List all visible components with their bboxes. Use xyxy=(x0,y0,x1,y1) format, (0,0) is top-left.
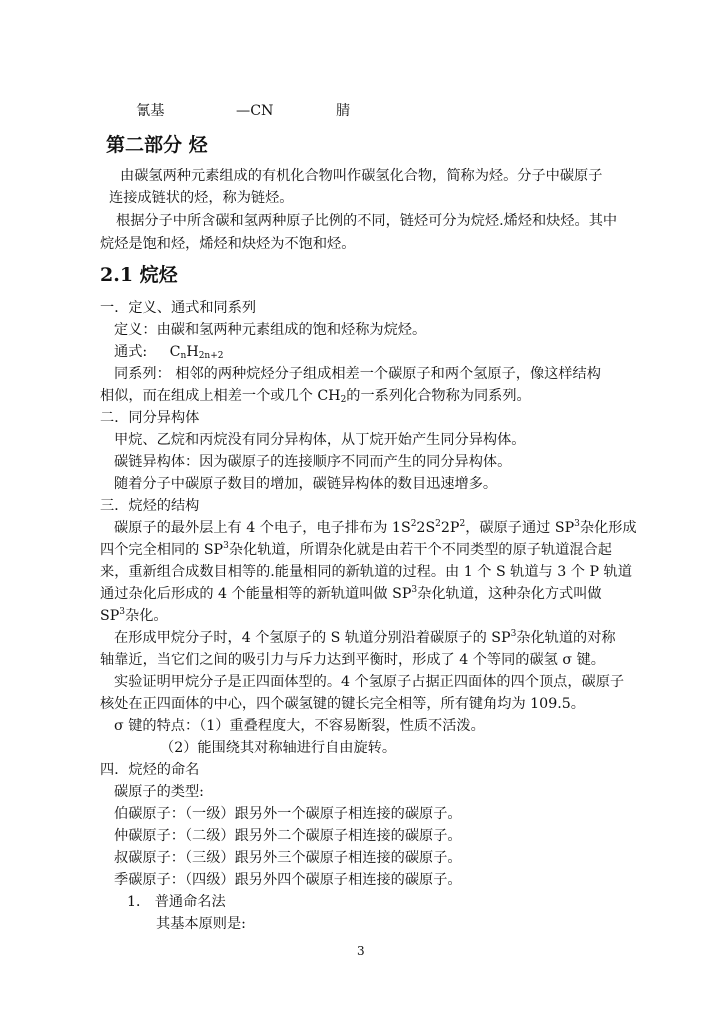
s1-homolog-line2: 相似，而在组成上相差一个或几个 $CH_2$的一系列化合物称为同系列。 xyxy=(100,388,531,405)
s2-line3: 随着分子中碳原子数目的增加，碳链异构体的数目迅速增多。 xyxy=(114,476,498,492)
s3-sigma-line1: σ 键的特点：（1）重叠程度大，不容易断裂，性质不活泼。 xyxy=(114,718,485,734)
compound-class: 腈 xyxy=(336,103,351,119)
s3-p1-line4: 通过杂化后形成的 4 个能量相等的新轨道叫做 $SP^3$杂化轨道，这种杂化方式叫做 xyxy=(100,585,602,602)
s3-p3-line2: 核处在正四面体的中心，四个碳氢键的键长完全相等，所有键角均为 109.5。 xyxy=(100,696,585,712)
page-number: 3 xyxy=(357,944,365,958)
s1-general-formula: 通式: $C_nH_{2n+2}$ xyxy=(114,344,224,361)
s2-line1: 甲烷、乙烷和丙烷没有同分异构体，从丁烷开始产生同分异构体。 xyxy=(114,432,526,448)
intro-p1-line1: 由碳氢两种元素组成的有机化合物叫作碳氢化合物，简称为烃。分子中碳原子 xyxy=(120,168,603,184)
s4-heading: 四．烷烃的命名 xyxy=(100,762,200,778)
s2-heading: 二．同分异构体 xyxy=(100,410,200,426)
group-name: 氰基 xyxy=(136,103,165,119)
s3-p2-line1: 在形成甲烷分子时，4 个氢原子的 S 轨道分别沿着碳原子的 $SP^3$杂化轨道的对称 xyxy=(114,629,616,646)
s3-p1-line3: 来，重新组合成数目相等的.能量相同的新轨道的过程。由 1 个 S 轨道与 3 个 P 轨道 xyxy=(100,564,632,580)
intro-p1-line2: 连接成链状的烃，称为链烃。 xyxy=(109,190,294,206)
s4-tertiary-carbon: 叔碳原子：（三级）跟另外三个碳原子相连接的碳原子。 xyxy=(114,850,462,866)
s3-p1-line1: 碳原子的最外层上有 4 个电子，电子排布为 $1S^22S^22P^2$，碳原子通过 $SP^3$杂化形成 xyxy=(114,519,637,536)
s1-definition: 定义：由碳和氢两种元素组成的饱和烃称为烷烃。 xyxy=(114,322,427,338)
s3-p3-line1: 实验证明甲烷分子是正四面体型的。4 个氢原子占据正四面体的四个顶点，碳原子 xyxy=(114,674,625,690)
s1-heading: 一．定义、通式和同系列 xyxy=(100,300,257,316)
s4-types: 碳原子的类型: xyxy=(114,784,204,800)
group-formula: —CN xyxy=(236,103,274,119)
s1-homolog-line1: 同系列： 相邻的两种烷烃分子组成相差一个碳原子和两个氢原子，像这样结构 xyxy=(114,366,601,382)
intro-p2-line1: 根据分子中所含碳和氢两种原子比例的不同，链烃可分为烷烃.烯烃和炔烃。其中 xyxy=(116,213,618,229)
s3-p1-line5: $SP^3$杂化。 xyxy=(100,607,168,624)
s3-p2-line2: 轴靠近，当它们之间的吸引力与斥力达到平衡时，形成了 4 个等同的碳氢 σ 键。 xyxy=(100,652,605,668)
s4-primary-carbon: 伯碳原子：（一级）跟另外一个碳原子相连接的碳原子。 xyxy=(114,806,462,822)
s3-p1-line2: 四个完全相同的 $SP^3$杂化轨道，所谓杂化就是由若干个不同类型的原子轨道混合起 xyxy=(100,541,612,558)
section-title: 2.1 烷烃 xyxy=(100,264,178,286)
s4-principle: 其基本原则是: xyxy=(156,916,246,932)
s4-method: 1． 普通命名法 xyxy=(127,894,226,910)
s3-heading: 三．烷烃的结构 xyxy=(100,498,200,514)
intro-p2-line2: 烷烃是饱和烃，烯烃和炔烃为不饱和烃。 xyxy=(100,236,356,252)
part-title: 第二部分 烃 xyxy=(106,134,208,156)
s3-sigma-line2: （2）能围绕其对称轴进行自由旋转。 xyxy=(160,740,397,756)
s4-quaternary-carbon: 季碳原子：（四级）跟另外四个碳原子相连接的碳原子。 xyxy=(114,872,462,888)
s2-line2: 碳链异构体：因为碳原子的连接顺序不同而产生的同分异构体。 xyxy=(114,454,512,470)
s4-secondary-carbon: 仲碳原子：（二级）跟另外二个碳原子相连接的碳原子。 xyxy=(114,828,462,844)
